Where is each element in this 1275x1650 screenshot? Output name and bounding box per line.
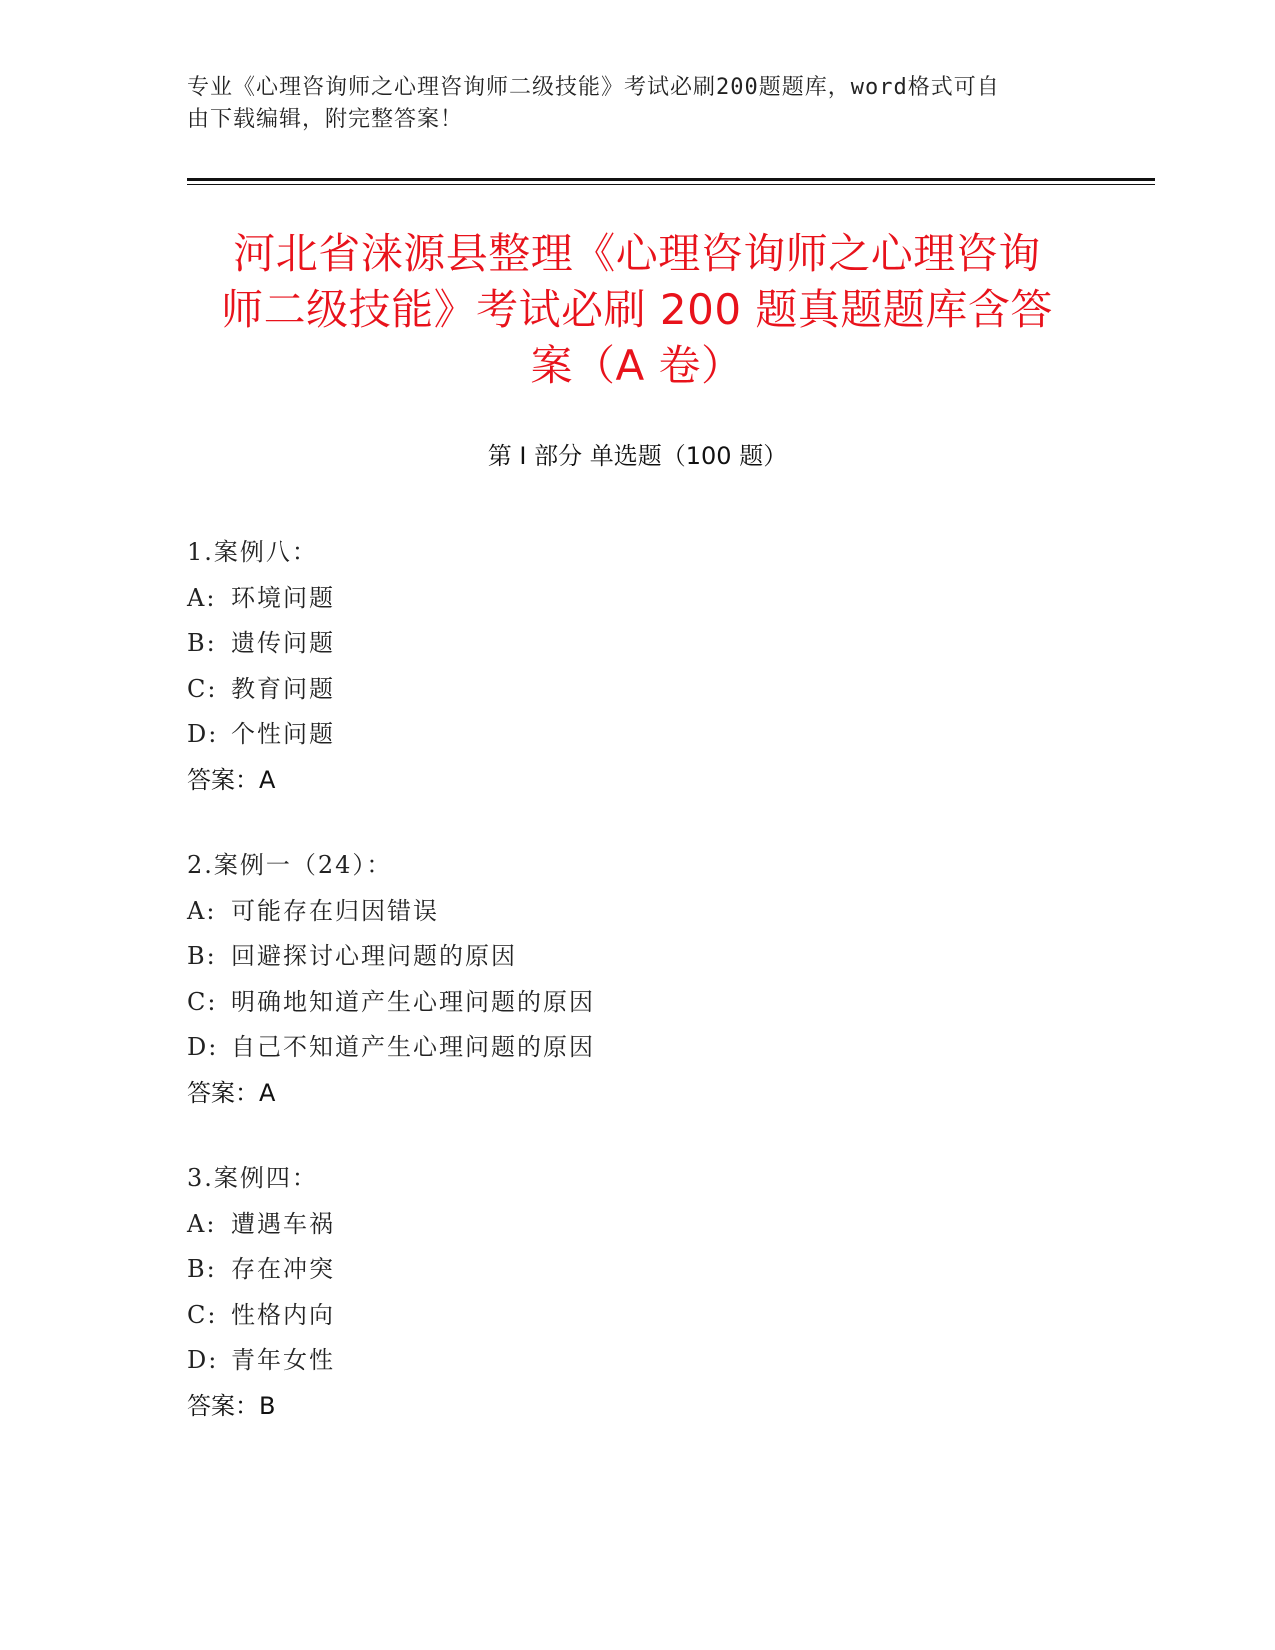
option-letter: C:	[187, 987, 218, 1016]
option-c	[187, 980, 1087, 1026]
option-letter: C:	[187, 1300, 218, 1329]
header-divider-thin	[187, 184, 1155, 185]
option-letter: A:	[187, 1209, 217, 1238]
header-divider-thick	[187, 178, 1155, 181]
question-1	[187, 530, 1087, 803]
document-title	[187, 226, 1087, 394]
answer-line: 答案：A	[187, 1078, 276, 1107]
option-letter: D:	[187, 1033, 219, 1061]
question-2	[187, 843, 1087, 1116]
option-text: 自己不知道产生心理问题的原因	[231, 1033, 595, 1061]
document-title-line-1: 河北省涞源县整理《心理咨询师之心理咨询	[233, 229, 1041, 278]
answer-line: 答案：B	[187, 1391, 276, 1420]
option-letter: A:	[187, 583, 217, 612]
option-c	[187, 667, 1087, 713]
option-text: 明确地知道产生心理问题的原因	[231, 987, 595, 1016]
option-letter: B:	[187, 629, 217, 657]
option-text: 遭遇车祸	[231, 1209, 335, 1238]
question-stem: 2.案例一（24）：	[187, 851, 393, 879]
question-stem: 1.案例八：	[187, 538, 318, 566]
option-letter: B:	[187, 942, 217, 970]
option-a	[187, 889, 1087, 935]
option-d	[187, 1338, 1087, 1384]
option-text: 性格内向	[231, 1300, 335, 1329]
document-title-line-2: 师二级技能》考试必刷 200 题真题题库含答	[221, 285, 1053, 334]
option-text: 遗传问题	[231, 629, 335, 657]
option-b	[187, 934, 1087, 980]
option-text: 环境问题	[231, 583, 335, 612]
option-letter: D:	[187, 720, 219, 748]
option-b	[187, 621, 1087, 667]
option-d	[187, 1025, 1087, 1071]
option-letter: C:	[187, 674, 218, 703]
option-text: 教育问题	[231, 674, 335, 703]
header-note-line-1: 专业《心理咨询师之心理咨询师二级技能》考试必刷200题题库，word格式可自	[187, 75, 1000, 100]
header-note-line-2: 由下载编辑，附完整答案！	[187, 107, 464, 132]
question-list	[187, 530, 1087, 1469]
option-letter: A:	[187, 896, 217, 925]
option-text: 个性问题	[231, 720, 335, 748]
option-a	[187, 1202, 1087, 1248]
option-text: 青年女性	[231, 1346, 335, 1374]
option-text: 可能存在归因错误	[231, 896, 439, 925]
option-c	[187, 1293, 1087, 1339]
answer-line: 答案：A	[187, 765, 276, 794]
option-a	[187, 576, 1087, 622]
header-note	[187, 72, 1067, 136]
document-title-line-3: 案（A 卷）	[530, 341, 744, 390]
question-3	[187, 1156, 1087, 1429]
option-letter: D:	[187, 1346, 219, 1374]
option-b	[187, 1247, 1087, 1293]
option-d	[187, 712, 1087, 758]
option-text: 回避探讨心理问题的原因	[231, 942, 517, 970]
option-text: 存在冲突	[231, 1255, 335, 1283]
question-stem: 3.案例四：	[187, 1164, 318, 1192]
section-title: 第 I 部分 单选题（100 题）	[487, 442, 788, 470]
option-letter: B:	[187, 1255, 217, 1283]
